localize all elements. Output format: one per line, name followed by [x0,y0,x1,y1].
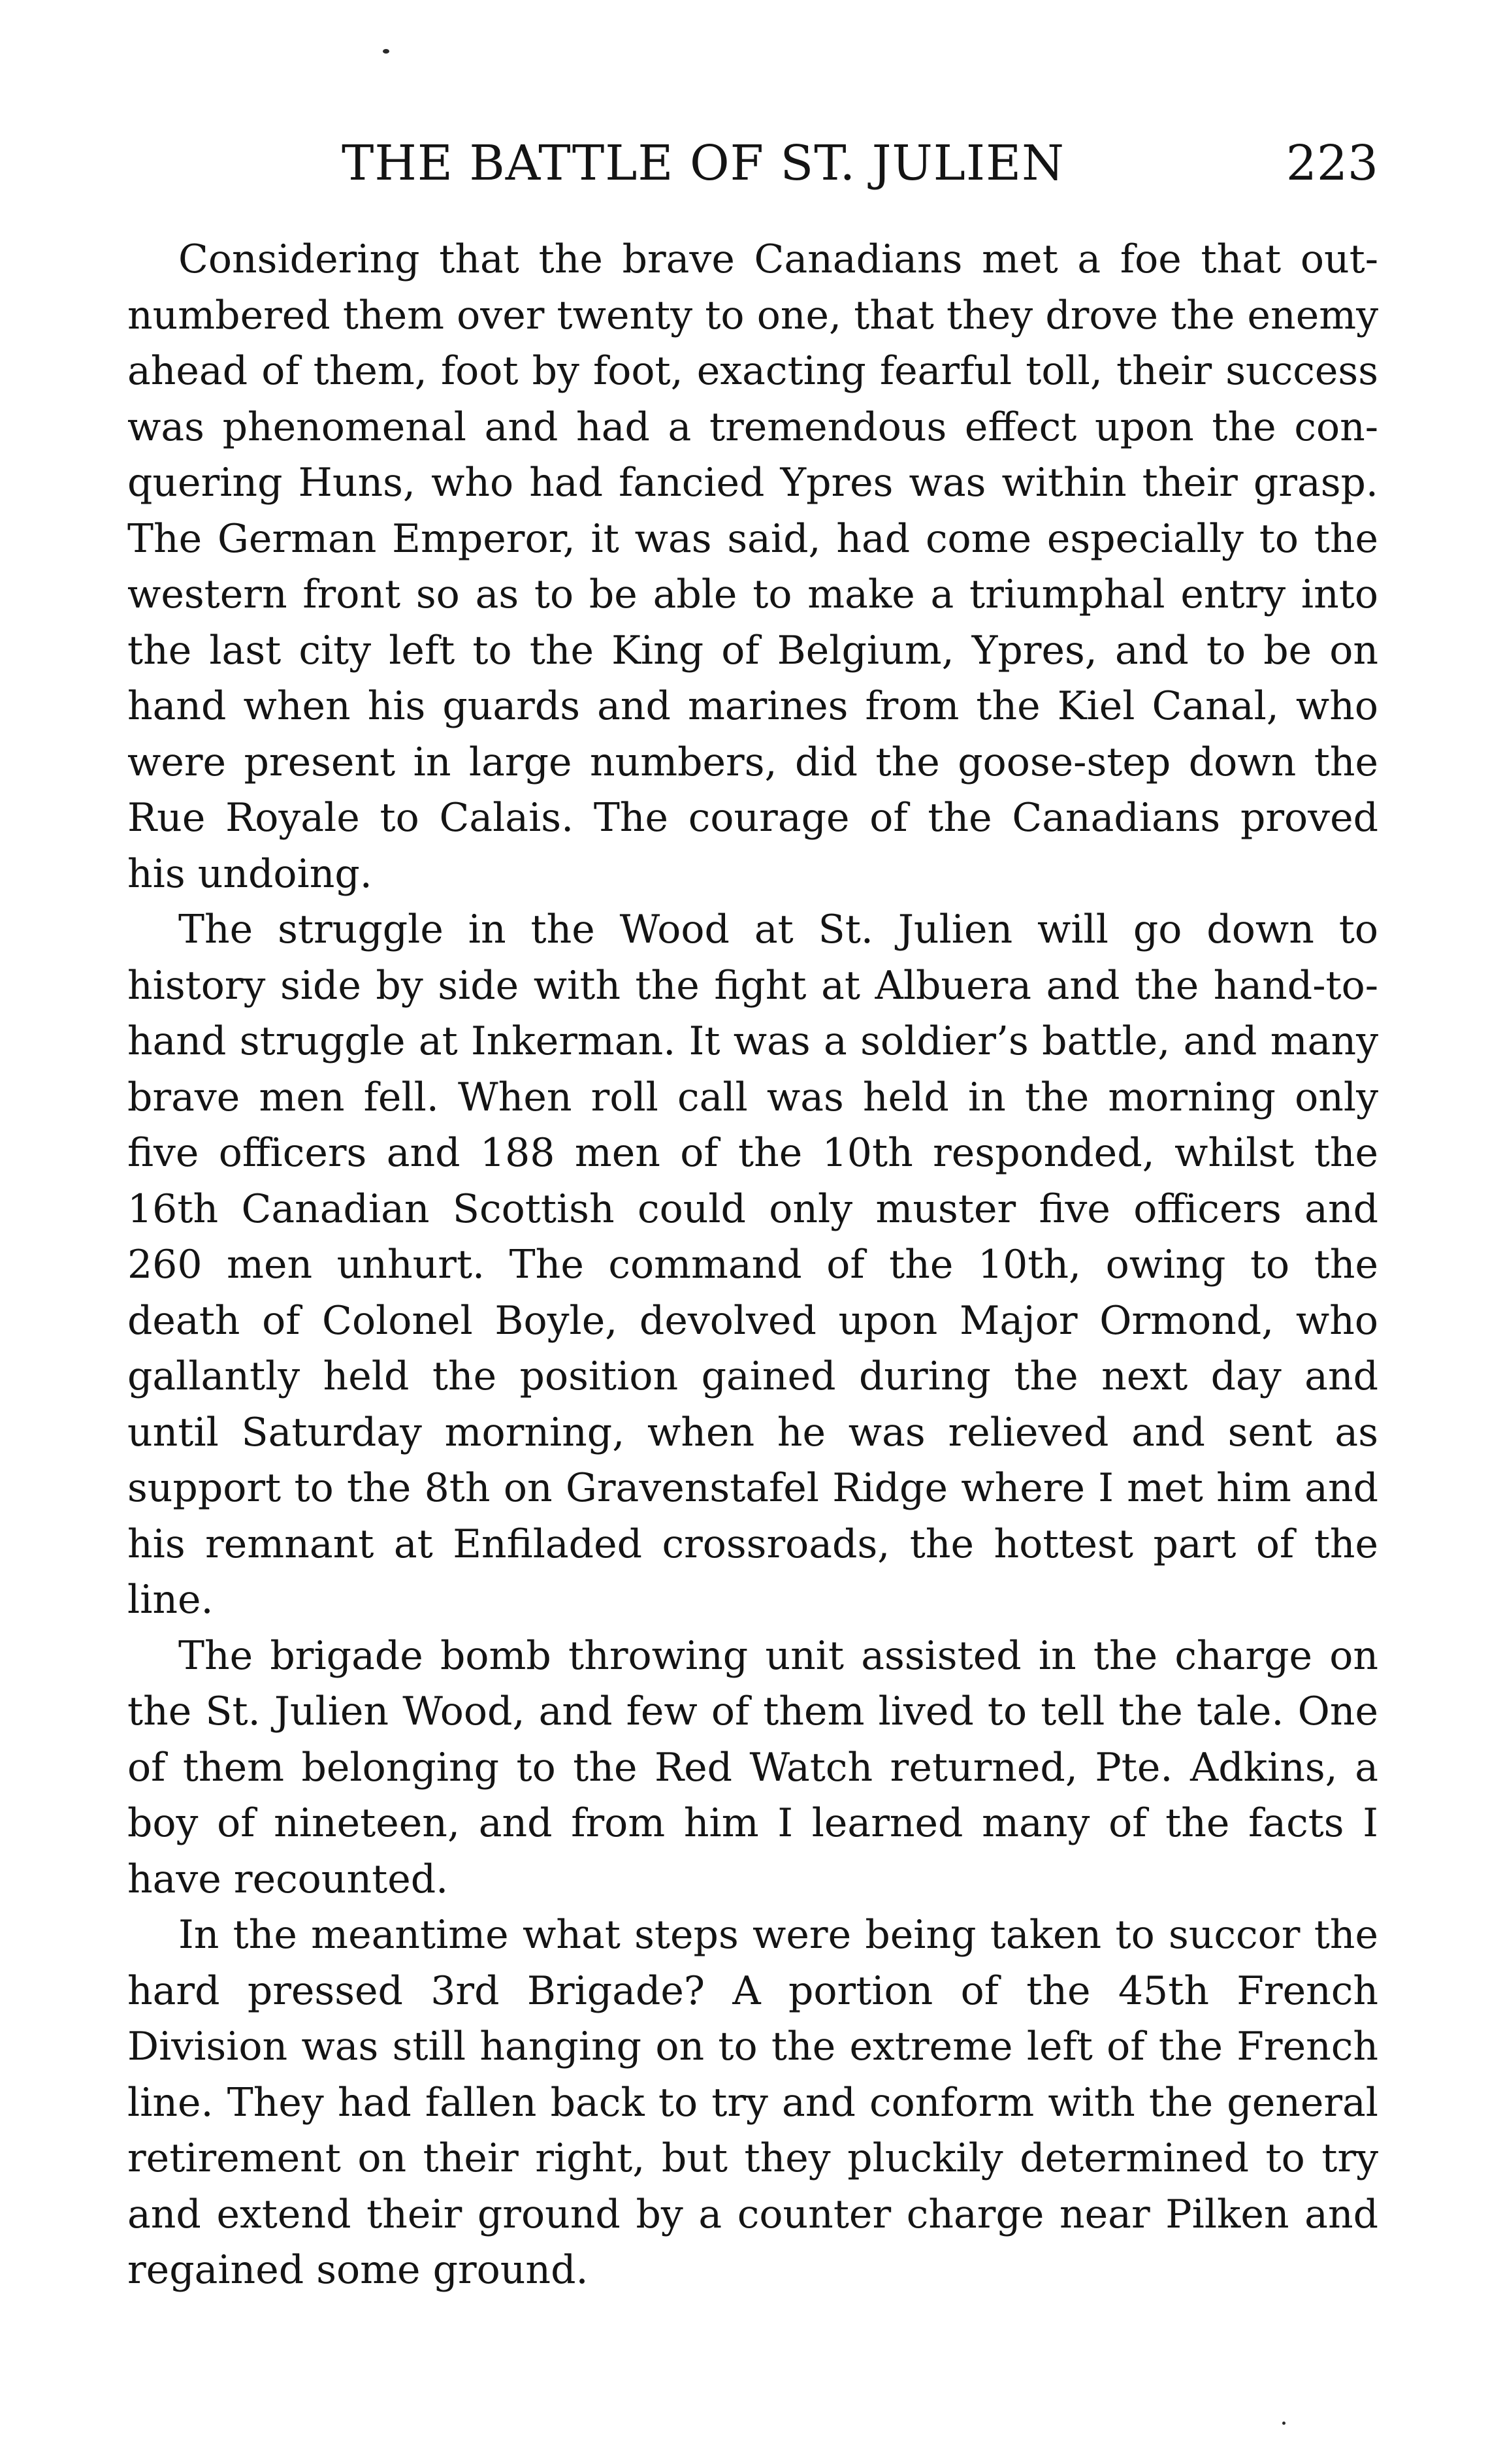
running-header [127,134,1378,193]
paragraph: In the meantime what steps were being taken to succor the hard pressed 3rd Brigade? A portion of the 45th French Division was still hanging on to the extreme left of the French line. They had fallen back to try and conform with the general retirement on their right, but they pluckily determined to try and extend their ground by a counter charge near Pilken and regained some ground. [127,1912,1378,2293]
ink-speck [1282,2422,1286,2425]
body-text [127,232,1378,2299]
paragraph: The struggle in the Wood at St. Julien will go down to history side by side with the fight at Albuera and the hand-to-hand struggle at Inkerman. It was a soldier’s battle, and many brave men fell. When roll call was held in the morning only five officers and 188 men of the 10th responded, whilst the 16th Canadian Scottish could only muster five officers and 260 men unhurt. The command of the 10th, owing to the death of Colonel Boyle, devolved upon Major Ormond, who gallantly held the position gained during the next day and until Saturday morning, when he was relieved and sent as support to the 8th on Gravenstafel Ridge where I met him and his remnant at Enfiladed crossroads, the hottest part of the line. [127,907,1378,1623]
page-number: 223 [1286,135,1378,191]
paragraph: The brigade bomb throwing unit assisted in the charge on the St. Julien Wood, and few of them lived to tell the tale. One of them belonging to the Red Watch returned, Pte. Adkins, a boy of nineteen, and from him I learned many of the facts I have recounted. [127,1632,1378,1902]
paragraph: Considering that the brave Canadians met a foe that outnumbered them over twenty to one, that they drove the enemy ahead of them, foot by foot, exacting fearful toll, their success was phenomenal and had a tremendous effect upon the conquering Huns, who had fancied Ypres was within their grasp. The German Emperor, it was said, had come especially to the western front so as to be able to make a triumphal entry into the last city left to the King of Belgium, Ypres, and to be on hand when his guards and marines from the Kiel Canal, who were present in large numbers, did the goose-step down the Rue Royale to Calais. The courage of the Canadians proved his undoing. [127,236,1378,897]
running-title: THE BATTLE OF ST. JULIEN [342,135,1065,191]
ink-speck [383,49,389,54]
